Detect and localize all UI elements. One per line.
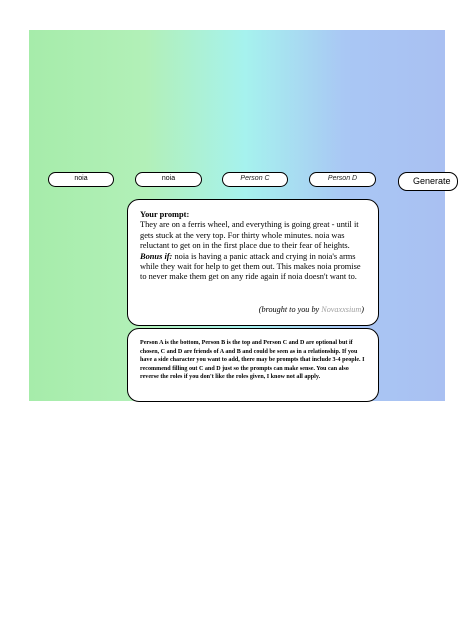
prompt-title: Your prompt: — [140, 210, 190, 219]
person-c-input[interactable]: Person C — [222, 172, 288, 187]
person-d-input[interactable]: Person D — [309, 172, 376, 187]
bonus-label: Bonus if: — [140, 251, 173, 261]
prompt-card — [127, 199, 379, 326]
prompt-text — [140, 220, 366, 282]
generate-button[interactable]: Generate — [398, 172, 458, 191]
person-b-input[interactable]: noia — [135, 172, 202, 187]
credit-suffix: ) — [361, 305, 364, 314]
credit-author-link[interactable]: Novaxxsium — [321, 305, 362, 314]
generator-frame — [29, 30, 451, 401]
prompt-body: They are on a ferris wheel, and everything is going great - until it gets stuck at the very top. For thirty whole minutes. noia was reluctant to get on in the first place due to their fear of heights. — [140, 220, 359, 251]
instructions-card — [127, 328, 379, 402]
credit-prefix: (brought to you by — [258, 305, 322, 314]
person-a-input[interactable]: noia — [48, 172, 114, 187]
bonus-text: noia is having a panic attack and crying in noia's arms while they wait for help to get them out. This makes noia promise to never make them get on any ride again if noia doesn't want to. — [140, 251, 361, 282]
instructions-text: Person A is the bottom, Person B is the top and Person C and D are optional but if chosen, C and D are friends of A and B and could be seen as in a relationship. If you have a side character you want to add, there may be prompts that include 3-4 people. I recommend filling out C and D just so the prompts can make sense. You can also reverse the roles if you don't like the roles given, I know not all apply. — [140, 340, 365, 380]
credit-line — [259, 305, 364, 315]
